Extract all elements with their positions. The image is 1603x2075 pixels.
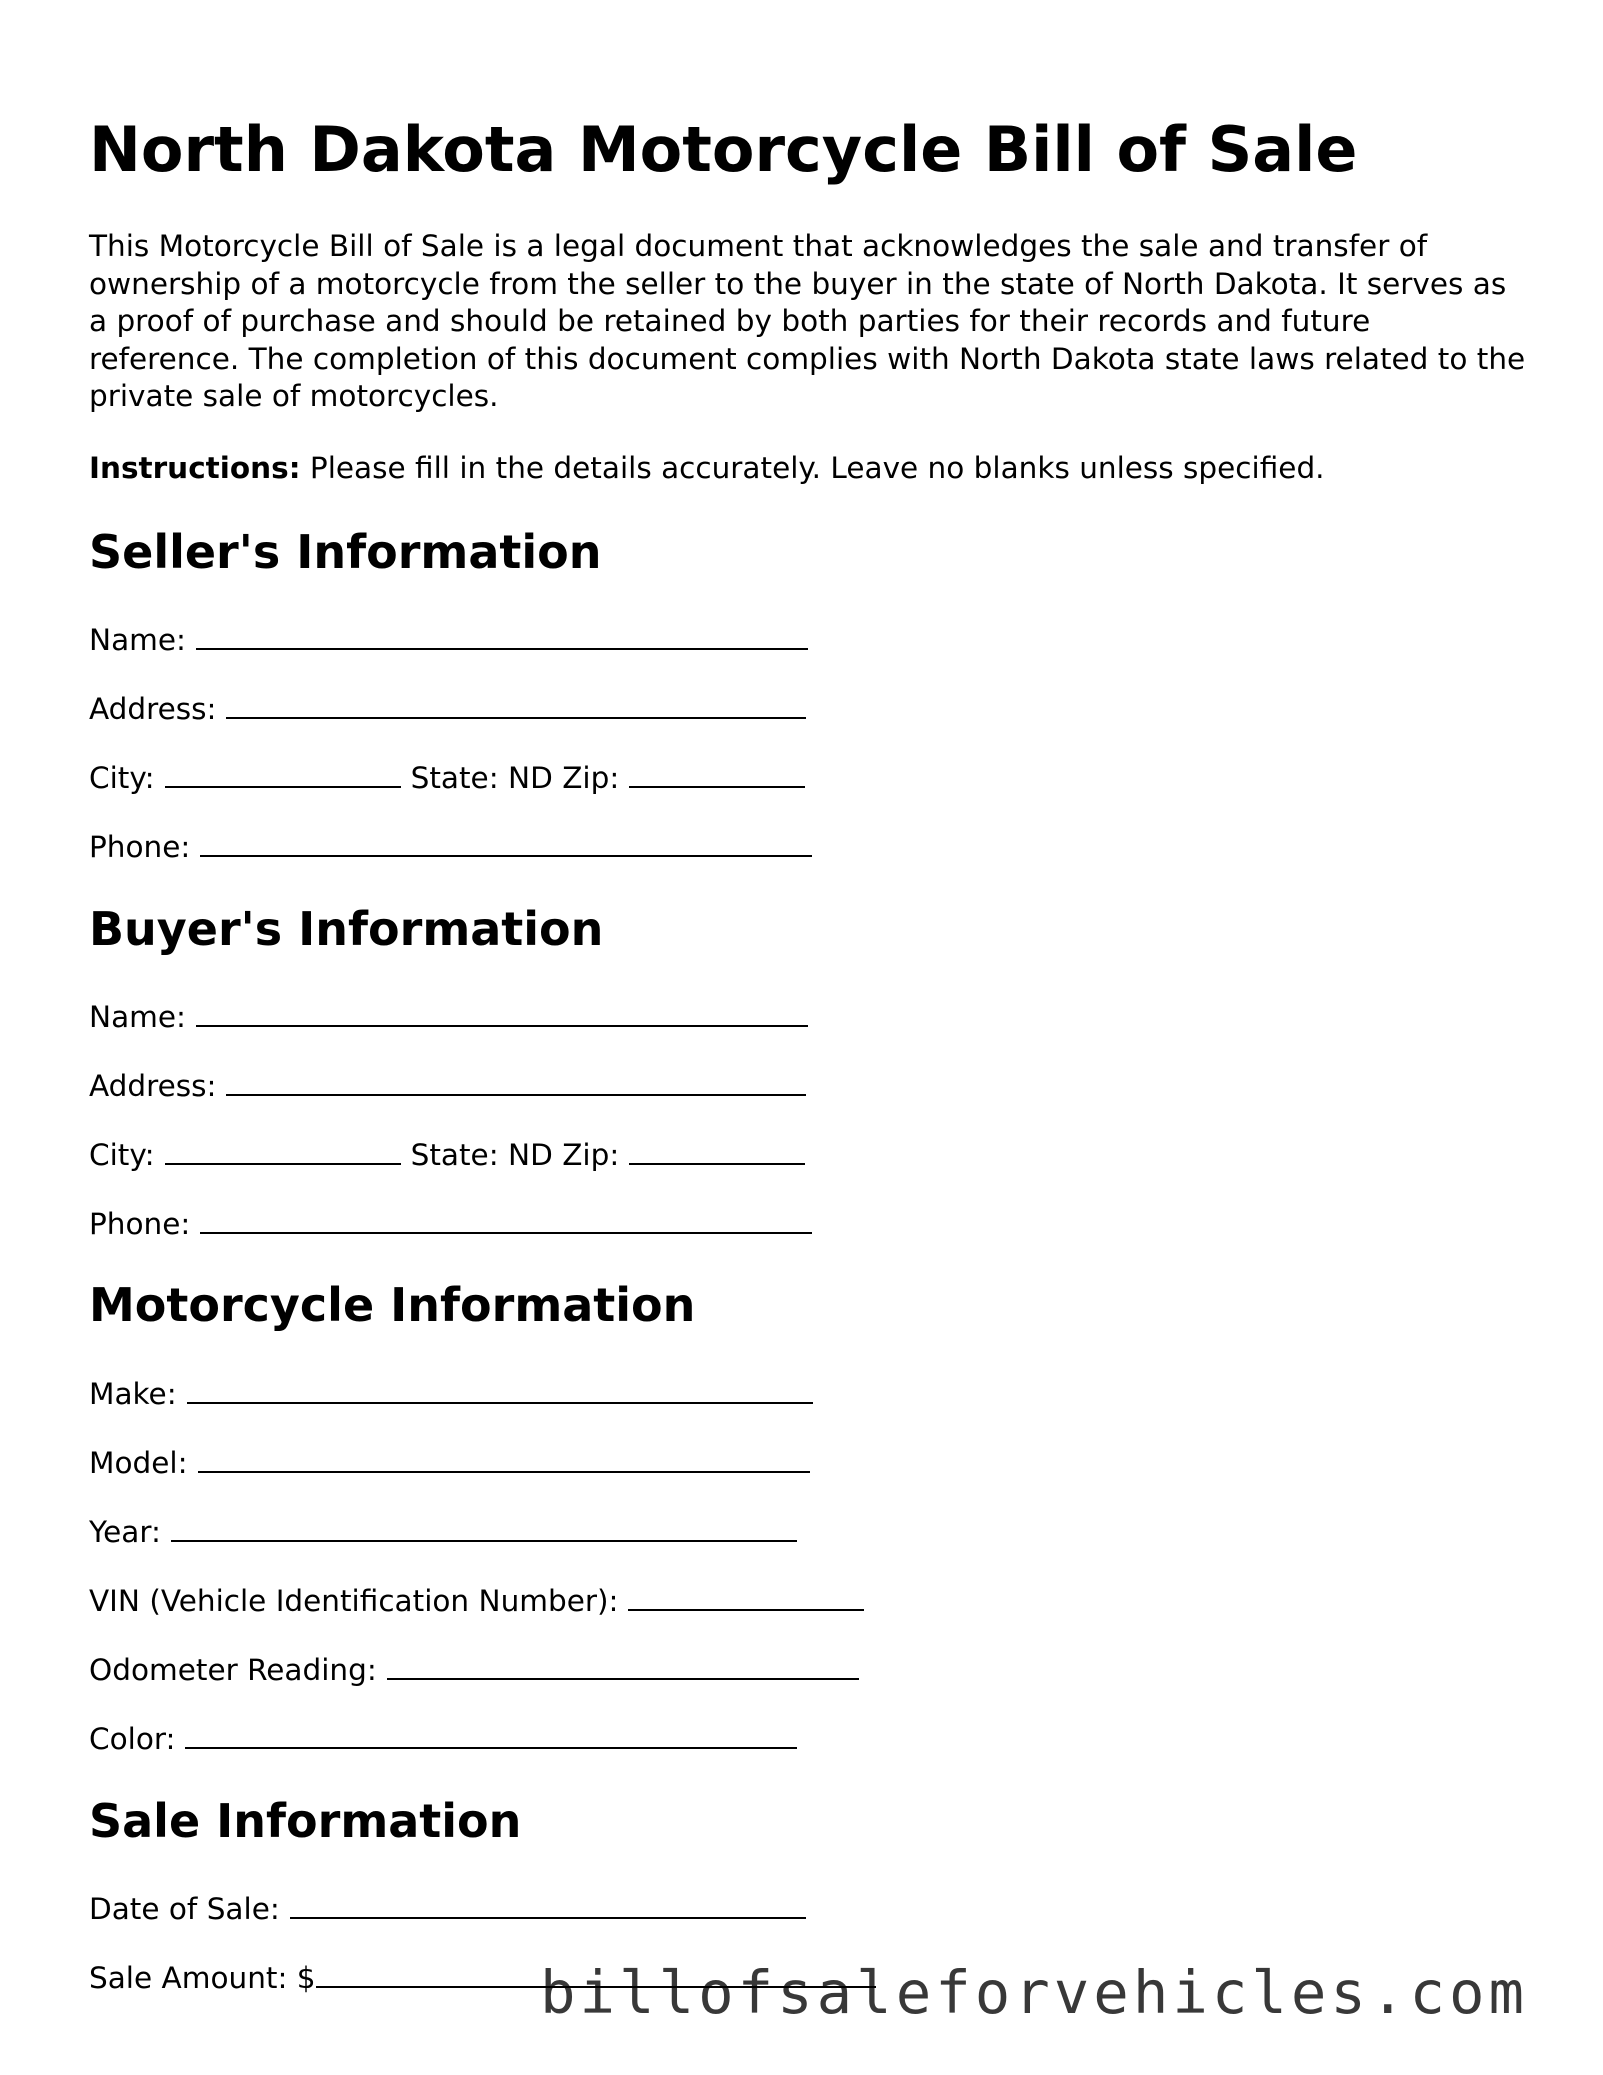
seller-name-label: Name: bbox=[89, 623, 186, 657]
buyer-city-field[interactable] bbox=[165, 1137, 401, 1165]
motorcycle-make-label: Make: bbox=[89, 1377, 177, 1411]
motorcycle-year-row bbox=[89, 1512, 797, 1552]
seller-city-label: City: bbox=[89, 761, 155, 795]
buyer-name-label: Name: bbox=[89, 1000, 186, 1034]
buyer-city-label: City: bbox=[89, 1138, 155, 1172]
motorcycle-odometer-row bbox=[89, 1650, 859, 1690]
seller-phone-label: Phone: bbox=[89, 830, 191, 864]
instructions-text: Please fill in the details accurately. Leave no blanks unless specified. bbox=[309, 451, 1325, 485]
motorcycle-odometer-label: Odometer Reading: bbox=[89, 1653, 377, 1687]
buyer-zip-field[interactable] bbox=[629, 1137, 805, 1165]
motorcycle-color-row bbox=[89, 1719, 797, 1759]
document-title: North Dakota Motorcycle Bill of Sale bbox=[89, 113, 1358, 186]
motorcycle-make-field[interactable] bbox=[187, 1376, 813, 1404]
motorcycle-color-field[interactable] bbox=[185, 1721, 797, 1749]
sale-amount-label: Sale Amount: $ bbox=[89, 1961, 316, 1995]
seller-city-field[interactable] bbox=[165, 760, 401, 788]
seller-address-label: Address: bbox=[89, 692, 217, 726]
motorcycle-color-label: Color: bbox=[89, 1722, 176, 1756]
watermark: billofsaleforvehicles.com bbox=[540, 1958, 1529, 2027]
motorcycle-vin-label: VIN (Vehicle Identification Number): bbox=[89, 1584, 619, 1618]
sale-date-row bbox=[89, 1889, 806, 1929]
buyer-phone-label: Phone: bbox=[89, 1207, 191, 1241]
buyer-address-field[interactable] bbox=[226, 1068, 806, 1096]
motorcycle-vin-field[interactable] bbox=[628, 1583, 864, 1611]
buyer-phone-field[interactable] bbox=[200, 1206, 812, 1234]
motorcycle-make-row bbox=[89, 1374, 813, 1414]
buyer-zip-label: Zip: bbox=[562, 1138, 620, 1172]
seller-address-row bbox=[89, 689, 806, 729]
instructions bbox=[89, 448, 1325, 488]
motorcycle-heading: Motorcycle Information bbox=[89, 1278, 696, 1332]
seller-zip-label: Zip: bbox=[562, 761, 620, 795]
buyer-city-row bbox=[89, 1135, 805, 1175]
buyer-name-row bbox=[89, 997, 808, 1037]
motorcycle-odometer-field[interactable] bbox=[387, 1652, 859, 1680]
seller-zip-field[interactable] bbox=[629, 760, 805, 788]
seller-heading: Seller's Information bbox=[89, 525, 602, 579]
buyer-address-label: Address: bbox=[89, 1069, 217, 1103]
sale-date-field[interactable] bbox=[290, 1891, 806, 1919]
seller-name-field[interactable] bbox=[196, 622, 808, 650]
seller-state-label: State: ND bbox=[410, 761, 553, 795]
seller-phone-row bbox=[89, 827, 812, 867]
seller-name-row bbox=[89, 620, 808, 660]
buyer-phone-row bbox=[89, 1204, 812, 1244]
motorcycle-vin-row bbox=[89, 1581, 864, 1621]
motorcycle-model-label: Model: bbox=[89, 1446, 188, 1480]
intro-paragraph: This Motorcycle Bill of Sale is a legal document that acknowledges the sale and transfer of ownership of a motorcycle from the seller to the buyer in the state of North Dakota. It serves as a proof of purchase and should be retained by both parties for their records and future reference. The completion of this document complies with North Dakota state laws related to the private sale of motorcycles. bbox=[89, 229, 1526, 413]
buyer-name-field[interactable] bbox=[196, 999, 808, 1027]
seller-address-field[interactable] bbox=[226, 691, 806, 719]
buyer-state-label: State: ND bbox=[410, 1138, 553, 1172]
motorcycle-year-label: Year: bbox=[89, 1515, 161, 1549]
motorcycle-model-field[interactable] bbox=[198, 1445, 810, 1473]
sale-heading: Sale Information bbox=[89, 1794, 522, 1848]
buyer-heading: Buyer's Information bbox=[89, 902, 604, 956]
motorcycle-model-row bbox=[89, 1443, 810, 1483]
seller-city-row bbox=[89, 758, 805, 798]
instructions-label: Instructions: bbox=[89, 451, 301, 485]
buyer-address-row bbox=[89, 1066, 806, 1106]
sale-date-label: Date of Sale: bbox=[89, 1892, 280, 1926]
seller-phone-field[interactable] bbox=[200, 829, 812, 857]
motorcycle-year-field[interactable] bbox=[171, 1514, 797, 1542]
